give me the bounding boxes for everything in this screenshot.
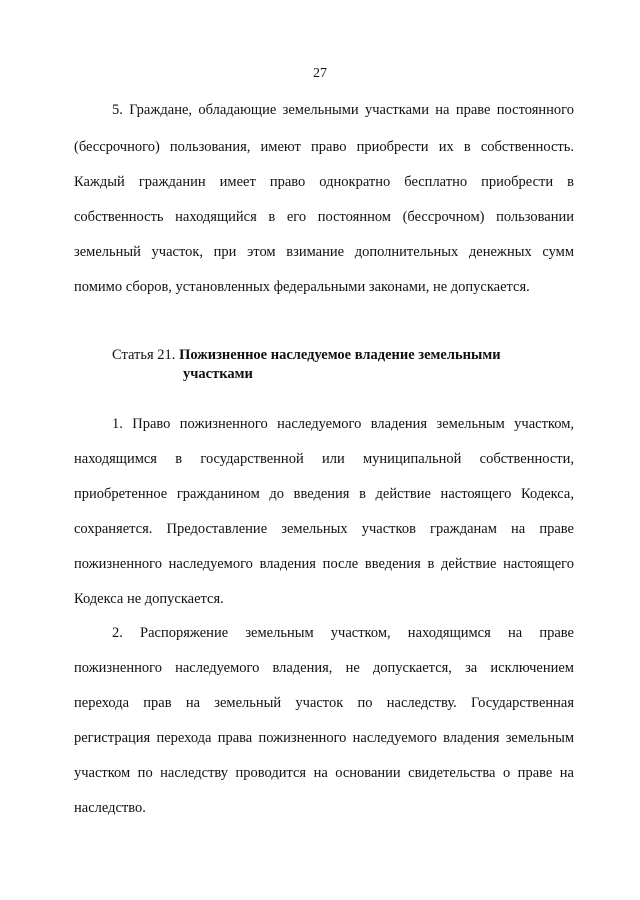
article-title-continuation: участками [183, 366, 253, 382]
article-label: Статья 21. [112, 347, 176, 363]
paragraph-line: находящимся в государственной или муниципальной собственности, [74, 451, 574, 467]
paragraph-line: регистрация перехода права пожизненного наследуемого владения земельным [74, 730, 574, 746]
paragraph-line: 5. Граждане, обладающие земельными участками на праве постоянного [112, 102, 574, 118]
paragraph-line: пожизненного наследуемого владения после введения в действие настоящего [74, 556, 574, 572]
paragraph-line: участком по наследству проводится на основании свидетельства о праве на [74, 765, 574, 781]
article-title: Пожизненное наследуемое владение земельными [179, 347, 501, 363]
paragraph-line: наследство. [74, 800, 146, 816]
article-heading-line [112, 345, 572, 365]
paragraph-line: сохраняется. Предоставление земельных участков гражданам на праве [74, 521, 574, 537]
paragraph-line: 1. Право пожизненного наследуемого владения земельным участком, [112, 416, 574, 432]
paragraph-line: собственность находящийся в его постоянном (бессрочном) пользовании [74, 209, 574, 225]
paragraph-line: Кодекса не допускается. [74, 591, 224, 607]
paragraph-line: перехода прав на земельный участок по наследству. Государственная [74, 695, 574, 711]
paragraph-line: Каждый гражданин имеет право однократно бесплатно приобрести в [74, 174, 574, 190]
paragraph-line: приобретенное гражданином до введения в действие настоящего Кодекса, [74, 486, 574, 502]
paragraph-line: 2. Распоряжение земельным участком, находящимся на праве [112, 625, 574, 641]
paragraph-line: земельный участок, при этом взимание дополнительных денежных сумм [74, 244, 574, 260]
paragraph-line: (бессрочного) пользования, имеют право приобрести их в собственность. [74, 139, 574, 155]
page-number: 27 [313, 66, 327, 81]
paragraph-line: пожизненного наследуемого владения, не допускается, за исключением [74, 660, 574, 676]
paragraph-line: помимо сборов, установленных федеральными законами, не допускается. [74, 279, 530, 295]
